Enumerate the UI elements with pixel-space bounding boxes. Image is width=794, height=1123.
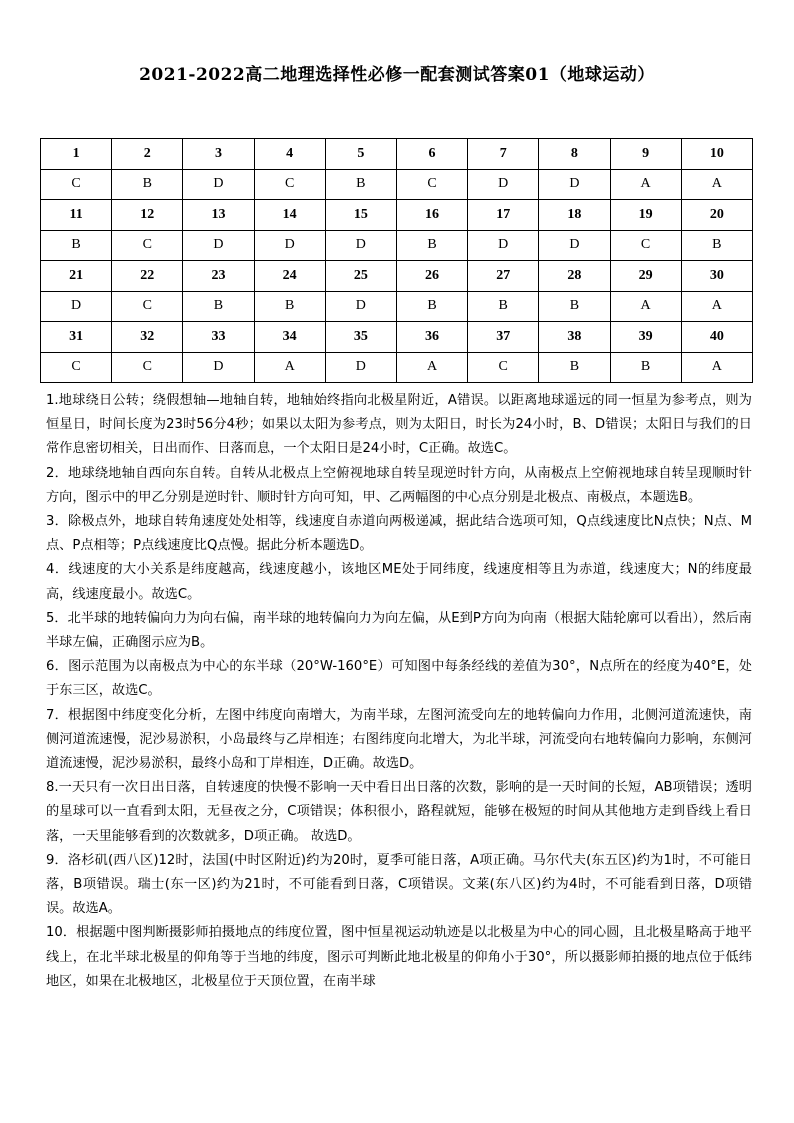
question-number-cell: 36 (396, 322, 467, 353)
answer-cell: D (183, 169, 254, 200)
question-number-cell: 40 (681, 322, 752, 353)
answer-cell: B (681, 230, 752, 261)
question-number-row (41, 139, 753, 170)
question-number-cell: 24 (254, 261, 325, 292)
question-number-cell: 28 (539, 261, 610, 292)
question-number-cell: 21 (41, 261, 112, 292)
answer-cell: A (610, 169, 681, 200)
question-number-cell: 3 (183, 139, 254, 170)
question-number-cell: 5 (325, 139, 396, 170)
question-number-cell: 1 (41, 139, 112, 170)
answer-cell: D (539, 169, 610, 200)
answer-cell: D (325, 230, 396, 261)
answer-cell: D (183, 352, 254, 383)
page-title: 2021-2022高二地理选择性必修一配套测试答案01（地球运动） (139, 65, 655, 85)
answer-cell: D (468, 169, 539, 200)
answer-cell: B (539, 291, 610, 322)
answer-cell: C (112, 291, 183, 322)
explanation-paragraph: 10．根据题中图判断摄影师拍摄地点的纬度位置，图中恒星视运动轨迹是以北极星为中心的同心圆，且北极星略高于地平线上，在北半球北极星的仰角等于当地的纬度，图示可判断此地北极星的仰角小于30°，所以摄影师拍摄的地点位于低纬地区，如果在北极地区，北极星位于天顶位置，在南半球 (46, 925, 752, 989)
explanation-paragraph: 9．洛杉矶(西八区)12时，法国(中时区附近)约为20时，夏季可能日落，A项正确。马尔代夫(东五区)约为1时，不可能日落，B项错误。瑞士(东一区)约为21时，不可能看到日落，C项错误。文莱(东八区)约为4时，不可能看到日落，D项错误。故选A。 (46, 852, 752, 917)
explanation-paragraph: 2．地球绕地轴自西向东自转。自转从北极点上空俯视地球自转呈现逆时针方向，从南极点上空俯视地球自转呈现顺时针方向，图示中的甲乙分别是逆时针、顺时针方向可知，甲、乙两幅图的中心点分别是北极点、南极点，本题选B。 (46, 465, 752, 505)
answer-cell: D (325, 352, 396, 383)
answer-cell: B (254, 291, 325, 322)
answer-cell: D (183, 230, 254, 261)
question-number-cell: 12 (112, 200, 183, 231)
answer-cell: B (396, 291, 467, 322)
answer-cell: D (468, 230, 539, 261)
answer-cell: A (681, 291, 752, 322)
answer-cell: A (681, 352, 752, 383)
question-number-cell: 23 (183, 261, 254, 292)
question-number-row (41, 322, 753, 353)
question-number-cell: 4 (254, 139, 325, 170)
question-number-cell: 10 (681, 139, 752, 170)
question-number-cell: 39 (610, 322, 681, 353)
explanation-paragraph: 4．线速度的大小关系是纬度越高，线速度越小，该地区ME处于同纬度，线速度相等且为赤道，线速度大；N的纬度最高，线速度最小。故选C。 (46, 562, 752, 602)
answer-cell: B (610, 352, 681, 383)
answer-cell: A (610, 291, 681, 322)
answer-row (41, 291, 753, 322)
question-number-cell: 2 (112, 139, 183, 170)
question-number-cell: 27 (468, 261, 539, 292)
explanations (46, 389, 752, 994)
question-number-cell: 20 (681, 200, 752, 231)
answer-cell: B (468, 291, 539, 322)
question-number-cell: 11 (41, 200, 112, 231)
question-number-cell: 18 (539, 200, 610, 231)
question-number-cell: 15 (325, 200, 396, 231)
question-number-cell: 26 (396, 261, 467, 292)
question-number-cell: 6 (396, 139, 467, 170)
answer-cell: A (396, 352, 467, 383)
answer-cell: C (468, 352, 539, 383)
answer-cell: B (396, 230, 467, 261)
answer-cell: C (396, 169, 467, 200)
answer-cell: B (112, 169, 183, 200)
question-number-cell: 7 (468, 139, 539, 170)
answer-cell: C (254, 169, 325, 200)
question-number-cell: 29 (610, 261, 681, 292)
answer-cell: C (112, 352, 183, 383)
answer-cell: B (539, 352, 610, 383)
question-number-cell: 19 (610, 200, 681, 231)
answer-row (41, 230, 753, 261)
question-number-cell: 17 (468, 200, 539, 231)
explanation-paragraph: 7．根据图中纬度变化分析，左图中纬度向南增大，为南半球，左图河流受向左的地转偏向力作用，北侧河道流速快，南侧河道流速慢，泥沙易淤积，小岛最终与乙岸相连；右图纬度向北增大，为北半球，河流受向右地转偏向力影响，东侧河道流速慢，泥沙易淤积，最终小岛和丁岸相连，D正确。故选D。 (46, 707, 752, 772)
question-number-row (41, 261, 753, 292)
question-number-cell: 30 (681, 261, 752, 292)
answer-cell: B (325, 169, 396, 200)
answer-cell: C (41, 352, 112, 383)
question-number-cell: 13 (183, 200, 254, 231)
answer-row (41, 352, 753, 383)
question-number-cell: 8 (539, 139, 610, 170)
question-number-cell: 16 (396, 200, 467, 231)
answer-table (40, 138, 753, 383)
question-number-row (41, 200, 753, 231)
explanation-paragraph: 6．图示范围为以南极点为中心的东半球（20°W-160°E）可知图中每条经线的差值为30°，N点所在的经度为40°E，处于东三区，故选C。 (46, 659, 752, 699)
answer-row (41, 169, 753, 200)
question-number-cell: 35 (325, 322, 396, 353)
question-number-cell: 33 (183, 322, 254, 353)
answer-cell: C (41, 169, 112, 200)
answer-cell: C (112, 230, 183, 261)
explanation-paragraph: 5．北半球的地转偏向力为向右偏，南半球的地转偏向力为向左偏，从E到P方向为向南（根据大陆轮廓可以看出），然后南半球左偏，正确图示应为B。 (46, 610, 752, 651)
question-number-cell: 34 (254, 322, 325, 353)
question-number-cell: 32 (112, 322, 183, 353)
question-number-cell: 31 (41, 322, 112, 353)
answer-cell: B (41, 230, 112, 261)
explanation-paragraph: 8.一天只有一次日出日落，自转速度的快慢不影响一天中看日出日落的次数，影响的是一天时间的长短，AB项错误；透明的星球可以一直看到太阳，无昼夜之分，C项错误；体积很小，路程就短，能够在极短的时间从其他地方走到昏线上看日落，一天里能够看到的次数就多，D项正确。 故选D。 (46, 780, 752, 844)
question-number-cell: 38 (539, 322, 610, 353)
question-number-cell: 37 (468, 322, 539, 353)
answer-cell: B (183, 291, 254, 322)
answer-cell: A (681, 169, 752, 200)
question-number-cell: 9 (610, 139, 681, 170)
explanation-paragraph: 3．除极点外，地球自转角速度处处相等，线速度自赤道向两极递减，据此结合选项可知，Q点线速度比N点快；N点、M点、P点相等；P点线速度比Q点慢。据此分析本题选D。 (46, 514, 752, 554)
answer-cell: D (325, 291, 396, 322)
question-number-cell: 14 (254, 200, 325, 231)
question-number-cell: 25 (325, 261, 396, 292)
answer-cell: C (610, 230, 681, 261)
answer-cell: D (539, 230, 610, 261)
answer-cell: D (254, 230, 325, 261)
answer-cell: A (254, 352, 325, 383)
question-number-cell: 22 (112, 261, 183, 292)
answer-cell: D (41, 291, 112, 322)
explanation-paragraph: 1.地球绕日公转；绕假想轴—地轴自转，地轴始终指向北极星附近，A错误。以距离地球遥远的同一恒星为参考点，则为恒星日，时间长度为23时56分4秒；如果以太阳为参考点，则为太阳日，时长为24小时，B、D错误；太阳日与我们的日常作息密切相关，日出而作、日落而息，一个太阳日是24小时，C正确。故选C。 (46, 393, 752, 457)
